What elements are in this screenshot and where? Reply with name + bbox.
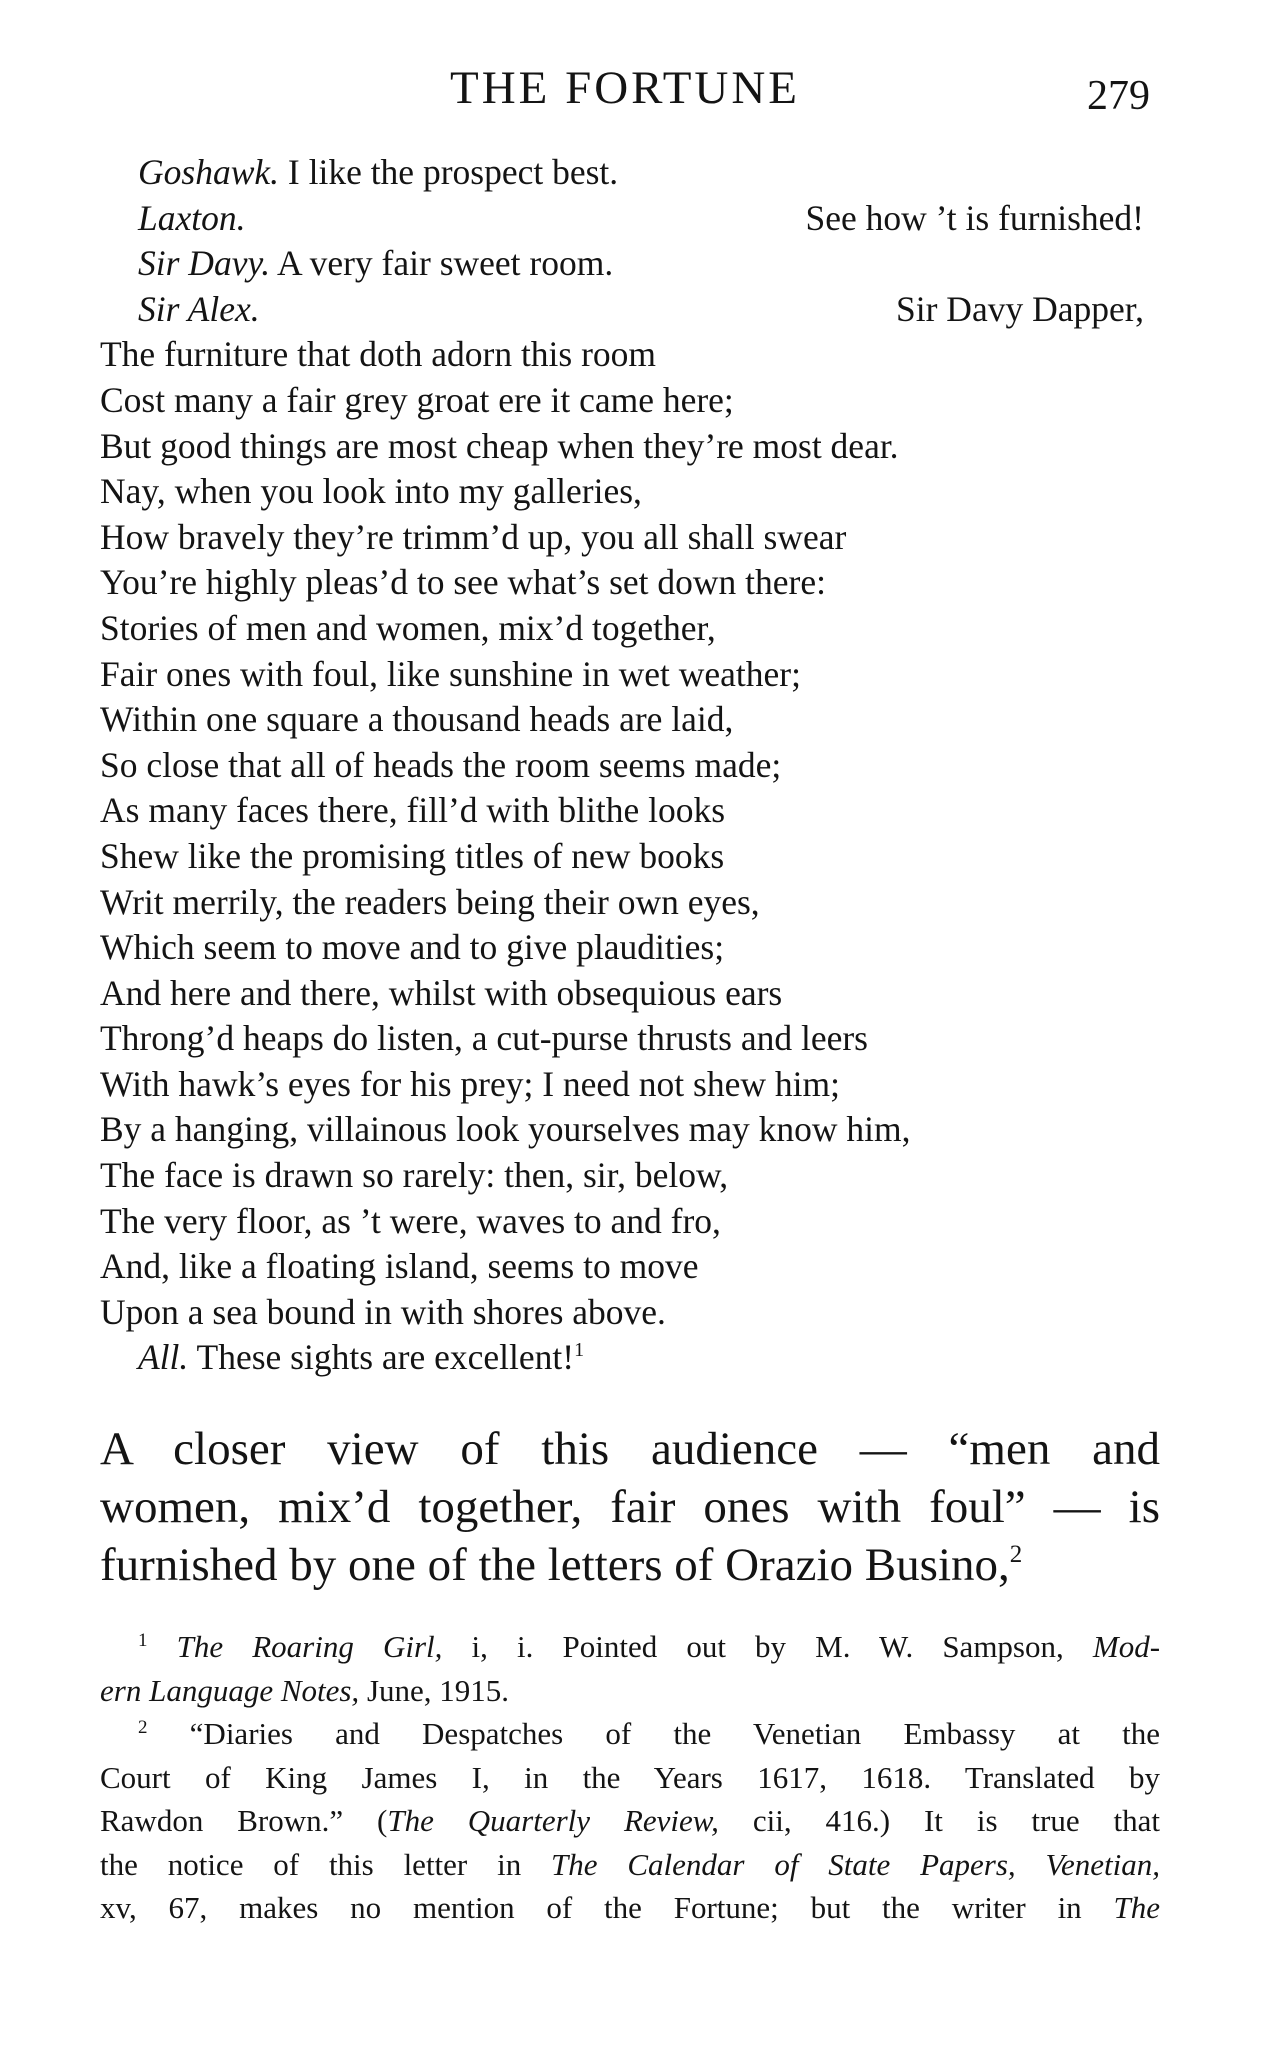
page-header	[100, 58, 1150, 118]
verse-line: But good things are most cheap when they’re most dear.	[100, 425, 899, 466]
verse-line: Cost many a fair grey groat ere it came here;	[100, 379, 734, 420]
footnote-text: cii, 416.) It is true that	[752, 1803, 1161, 1838]
verse-text: A very fair sweet room.	[277, 243, 614, 284]
footnote-line	[100, 1712, 1160, 1756]
speaker-name: Sir Alex.	[138, 288, 260, 329]
verse-line: Fair ones with foul, like sunshine in wet weather;	[100, 653, 801, 694]
cited-title: Mod-	[1092, 1629, 1161, 1664]
verse-line: The face is drawn so rarely: then, sir, below,	[100, 1155, 729, 1196]
verse-line: And here and there, whilst with obsequious ears	[100, 972, 783, 1013]
paragraph-text: furnished by one of the letters of Orazio Busino,	[100, 1539, 1010, 1591]
verse-line: How bravely they’re trimm’d up, you all shall swear	[100, 516, 847, 557]
verse-line: As many faces there, fill’d with blithe looks	[100, 790, 726, 831]
cited-title: The Roaring Girl,	[176, 1629, 443, 1664]
verse-passage	[100, 150, 1160, 1381]
page-number: 279	[1087, 73, 1150, 119]
verse-line	[100, 150, 1160, 196]
footnote-text: i, i. Pointed out by M. W. Sampson,	[471, 1629, 1064, 1664]
paragraph-line: A closer view of this audience — “men and	[100, 1423, 1160, 1475]
footnotes	[100, 1625, 1160, 1930]
verse-line: Which seem to move and to give plaudities;	[100, 927, 725, 968]
verse-line: Within one square a thousand heads are laid,	[100, 699, 734, 740]
verse-text: I like the prospect best.	[287, 152, 619, 192]
verse-line: Throng’d heaps do listen, a cut-purse thrusts and leers	[100, 1018, 868, 1059]
cited-title: The Calendar of State Papers, Venetian,	[551, 1846, 1161, 1882]
footnote-reference[interactable]: 1	[574, 1339, 585, 1362]
cited-title: ern Language Notes,	[100, 1672, 360, 1708]
verse-line: Upon a sea bound in with shores above.	[100, 1291, 666, 1332]
verse-line: By a hanging, villainous look yourselves may know him,	[100, 1109, 911, 1150]
verse-line: Stories of men and women, mix’d together,	[100, 607, 716, 648]
verse-line	[100, 287, 1160, 333]
verse-line: Shew like the promising titles of new books	[100, 835, 725, 876]
footnote-text: xv, 67, makes no mention of the Fortune; but the writer in	[100, 1890, 1082, 1925]
verse-line: You’re highly pleas’d to see what’s set down there:	[100, 562, 826, 603]
verse-line: And, like a floating island, seems to move	[100, 1246, 699, 1287]
speaker-name: All.	[138, 1337, 189, 1378]
cited-title: The Quarterly Review,	[387, 1803, 719, 1838]
speaker-name: Sir Davy.	[138, 243, 271, 284]
speaker-name: Laxton.	[138, 197, 246, 238]
footnote-line	[100, 1669, 1160, 1713]
footnote-line	[100, 1843, 1160, 1887]
verse-line: So close that all of heads the room seems made;	[100, 744, 782, 785]
footnote-text: Rawdon Brown.” (	[100, 1803, 388, 1838]
paragraph-line: women, mix’d together, fair ones with foul” — is	[100, 1481, 1160, 1533]
verse-line	[100, 1335, 1160, 1381]
running-title: THE FORTUNE	[449, 62, 801, 114]
footnote-line	[100, 1625, 1160, 1669]
verse-line	[100, 196, 1160, 242]
verse-text: These sights are excellent!	[196, 1337, 575, 1378]
verse-line: Writ merrily, the readers being their own eyes,	[100, 881, 760, 922]
verse-text: See how ’t is furnished!	[805, 197, 1144, 238]
verse-line: The furniture that doth adorn this room	[100, 334, 657, 375]
footnote-line	[100, 1886, 1160, 1930]
verse-line	[100, 241, 1160, 287]
cited-title: The	[1113, 1890, 1161, 1925]
footnote-text: “Diaries and Despatches of the Venetian Embassy at the	[189, 1716, 1160, 1751]
footnote-reference[interactable]: 2	[1009, 1541, 1023, 1568]
footnote-text: the notice of this letter in	[100, 1846, 522, 1882]
footnote-line: Court of King James I, in the Years 1617, 1618. Translated by	[100, 1759, 1160, 1795]
footnote-line	[100, 1799, 1160, 1843]
body-paragraph	[100, 1420, 1160, 1594]
verse-text: Sir Davy Dapper,	[896, 288, 1144, 329]
footnote-marker: 2	[138, 1717, 148, 1738]
verse-line: The very floor, as ’t were, waves to and fro,	[100, 1200, 721, 1241]
footnote-marker: 1	[138, 1630, 148, 1651]
footnote-text: June, 1915.	[366, 1672, 510, 1708]
verse-line: With hawk’s eyes for his prey; I need not shew him;	[100, 1063, 840, 1104]
paragraph-line	[100, 1536, 1160, 1594]
verse-line: Nay, when you look into my galleries,	[100, 471, 642, 512]
speaker-name: Goshawk.	[138, 152, 280, 192]
